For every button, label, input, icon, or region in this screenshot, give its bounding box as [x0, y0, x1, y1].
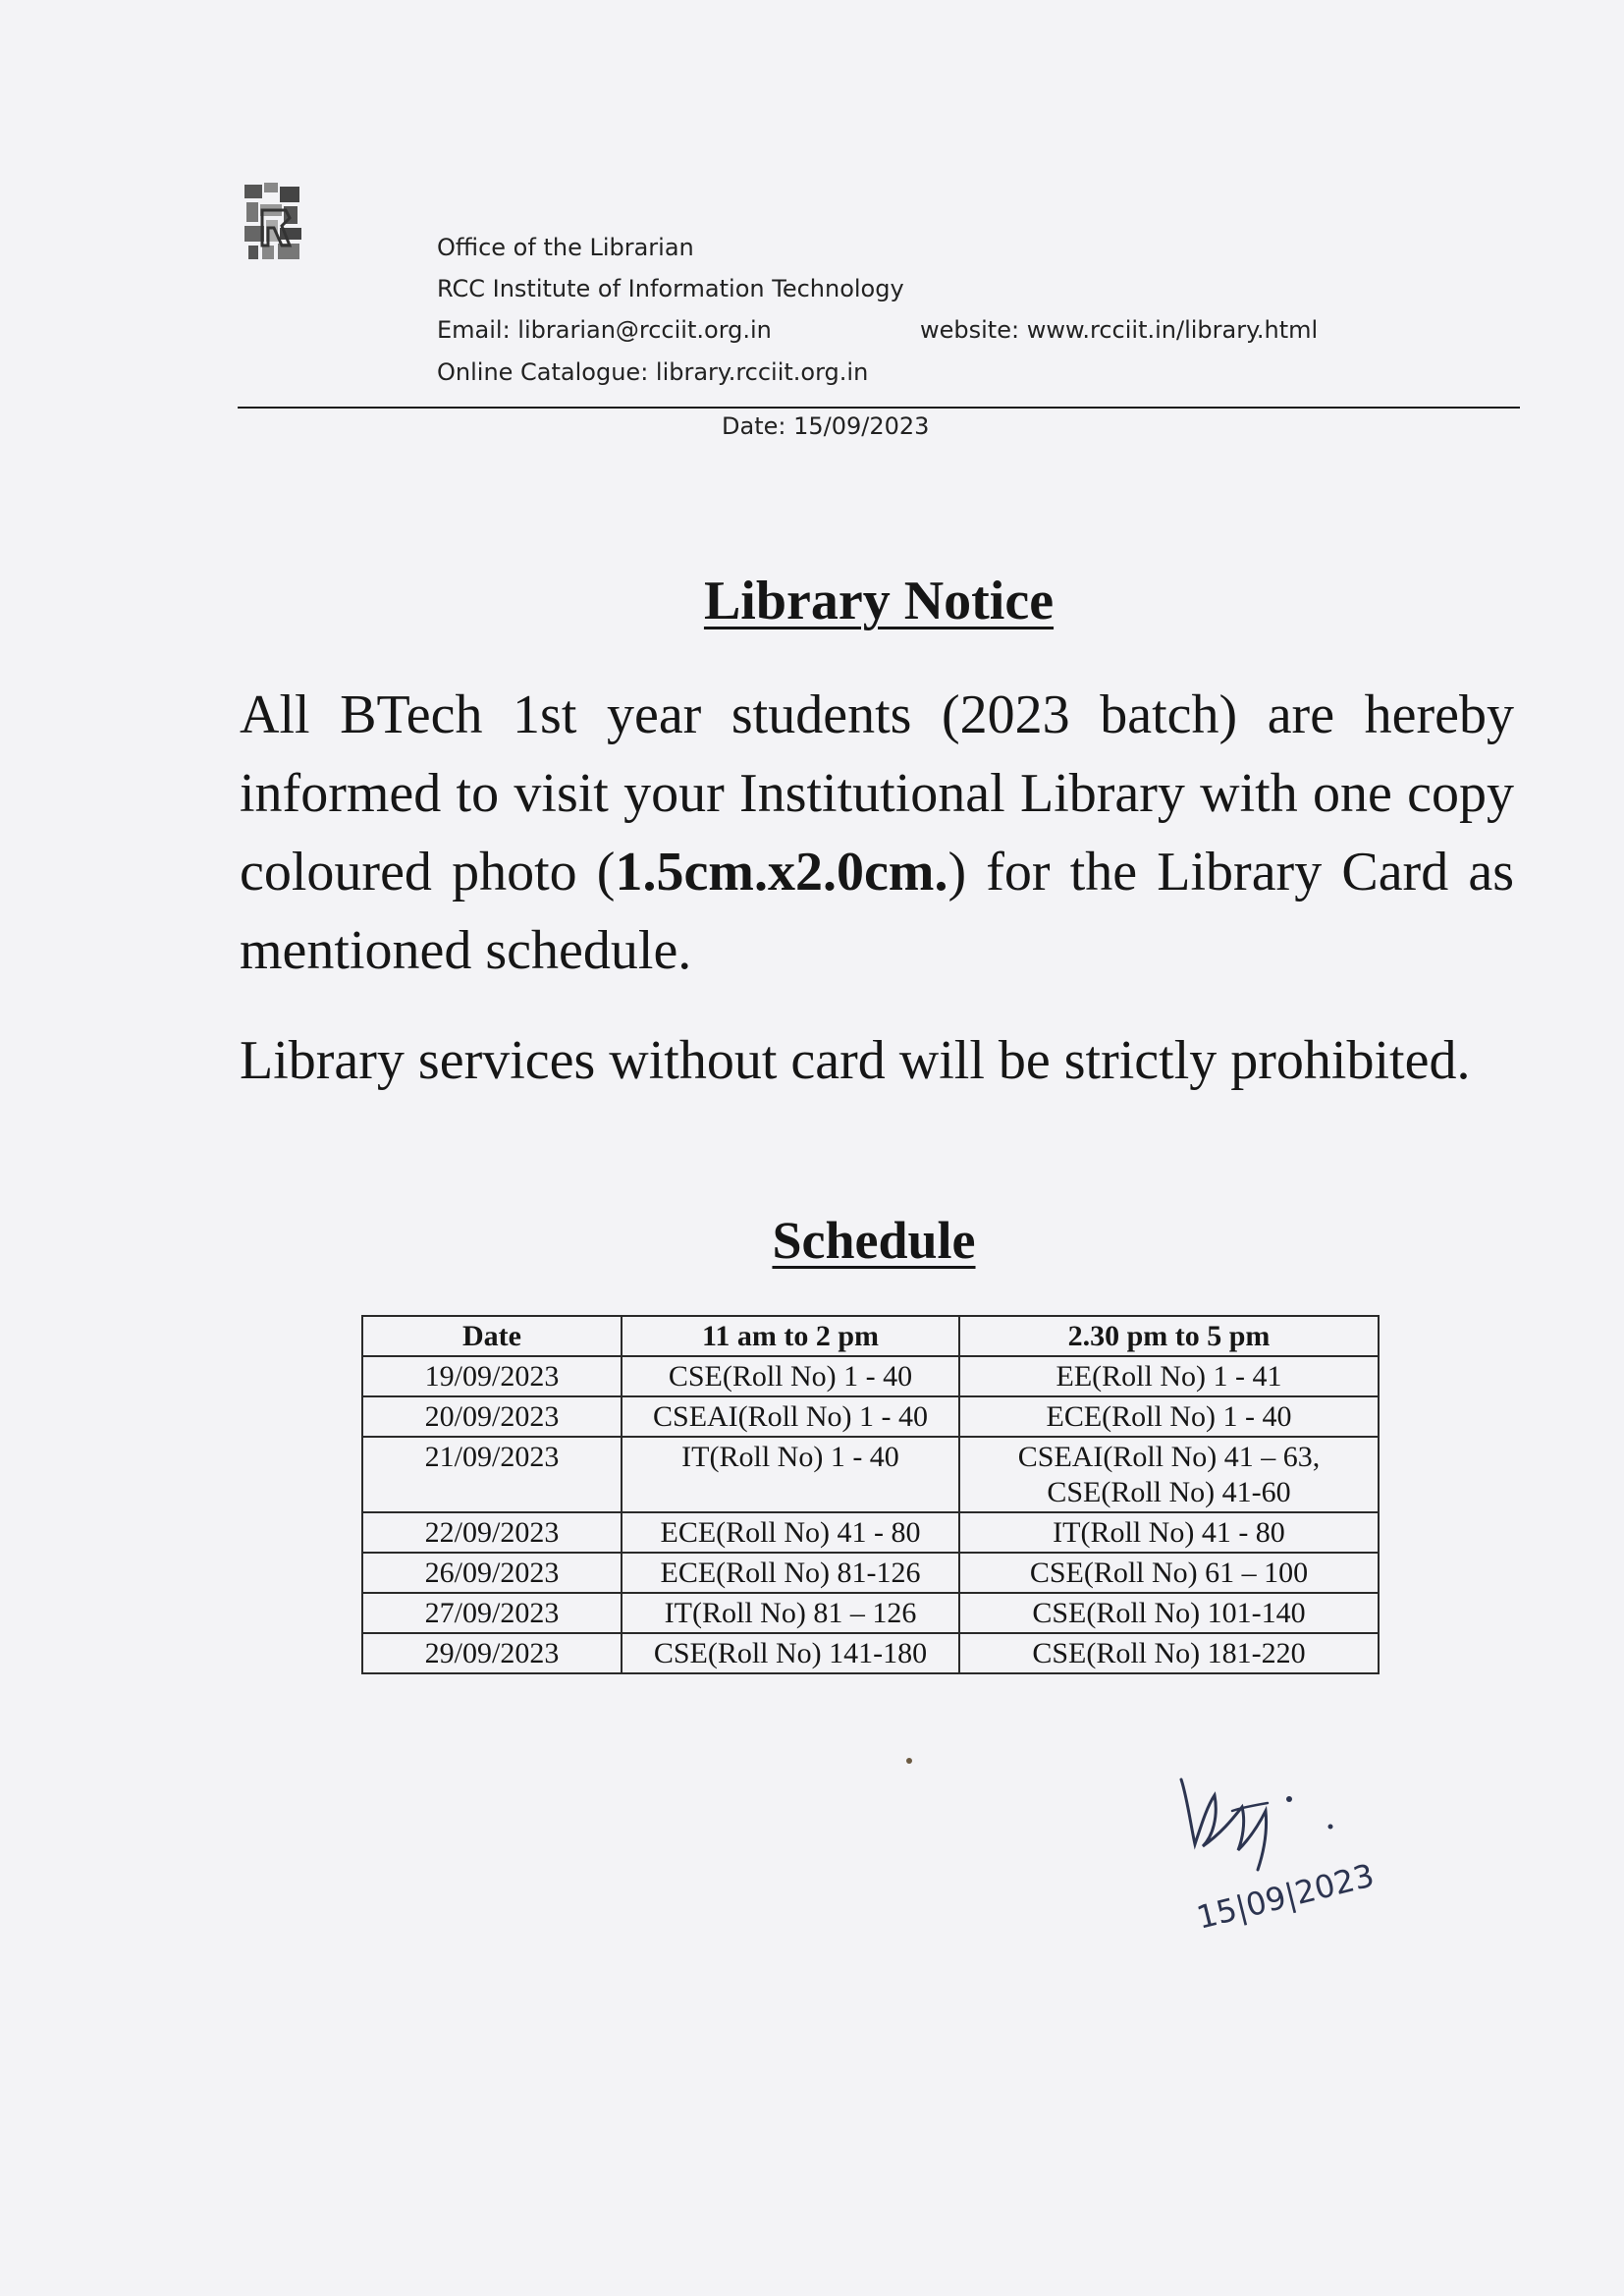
row-date: 20/09/2023 — [362, 1396, 622, 1437]
row-afternoon: EE(Roll No) 1 - 41 — [959, 1356, 1379, 1396]
row-afternoon-line-2: CSE(Roll No) 41-60 — [1047, 1476, 1291, 1508]
para1-text-before: All BTech 1st year students (2023 batch) are hereby informed to visit your Institutional Library with one copy coloured photo ( — [240, 684, 1514, 902]
table-row — [362, 1633, 1379, 1673]
row-date: 19/09/2023 — [362, 1356, 622, 1396]
table-row — [362, 1356, 1379, 1396]
schedule-title: Schedule — [772, 1211, 976, 1270]
row-morning: IT(Roll No) 81 – 126 — [622, 1593, 959, 1633]
row-afternoon: IT(Roll No) 41 - 80 — [959, 1512, 1379, 1553]
ink-speck — [906, 1758, 912, 1764]
email-line: Email: librarian@rcciit.org.in — [437, 316, 772, 344]
notice-paragraph-2: Library services without card will be strictly prohibited. — [240, 1030, 1471, 1091]
row-afternoon-line-1: CSEAI(Roll No) 41 – 63, — [1017, 1441, 1321, 1473]
header-afternoon-slot: 2.30 pm to 5 pm — [959, 1316, 1379, 1356]
row-afternoon: CSE(Roll No) 101-140 — [959, 1593, 1379, 1633]
row-morning: IT(Roll No) 1 - 40 — [622, 1437, 959, 1512]
catalogue-line: Online Catalogue: library.rcciit.org.in — [437, 358, 869, 386]
table-row — [362, 1512, 1379, 1553]
row-morning: CSEAI(Roll No) 1 - 40 — [622, 1396, 959, 1437]
para1-text-after: ) for the Library Card as mentioned schedule. — [240, 842, 1515, 981]
schedule-table — [361, 1315, 1380, 1674]
row-afternoon: CSE(Roll No) 181-220 — [959, 1633, 1379, 1673]
row-morning: ECE(Roll No) 81-126 — [622, 1553, 959, 1593]
table-row — [362, 1593, 1379, 1633]
row-date: 26/09/2023 — [362, 1553, 622, 1593]
signature-date: 15|09|2023 — [1193, 1856, 1379, 1937]
row-afternoon: CSE(Roll No) 61 – 100 — [959, 1553, 1379, 1593]
table-row — [362, 1553, 1379, 1593]
table-row — [362, 1396, 1379, 1437]
row-date: 29/09/2023 — [362, 1633, 622, 1673]
office-name: Office of the Librarian — [437, 234, 694, 261]
row-morning: ECE(Roll No) 41 - 80 — [622, 1512, 959, 1553]
institute-logo — [243, 181, 321, 263]
row-date: 22/09/2023 — [362, 1512, 622, 1553]
table-row — [362, 1437, 1379, 1512]
row-morning: CSE(Roll No) 141-180 — [622, 1633, 959, 1673]
row-date: 21/09/2023 — [362, 1437, 622, 1512]
row-afternoon: ECE(Roll No) 1 - 40 — [959, 1396, 1379, 1437]
row-date: 27/09/2023 — [362, 1593, 622, 1633]
rcc-logo-icon — [243, 181, 321, 263]
row-morning: CSE(Roll No) 1 - 40 — [622, 1356, 959, 1396]
notice-paragraph-1 — [240, 676, 1514, 990]
header-morning-slot: 11 am to 2 pm — [622, 1316, 959, 1356]
notice-date: Date: 15/09/2023 — [722, 412, 930, 440]
institute-name: RCC Institute of Information Technology — [437, 275, 904, 302]
table-header-row — [362, 1316, 1379, 1356]
header-date: Date — [362, 1316, 622, 1356]
header-divider — [238, 407, 1520, 409]
notice-title: Library Notice — [703, 571, 1055, 631]
website-line: website: www.rcciit.in/library.html — [920, 316, 1319, 344]
photo-size: 1.5cm.x2.0cm. — [615, 842, 948, 902]
row-afternoon — [959, 1437, 1379, 1512]
